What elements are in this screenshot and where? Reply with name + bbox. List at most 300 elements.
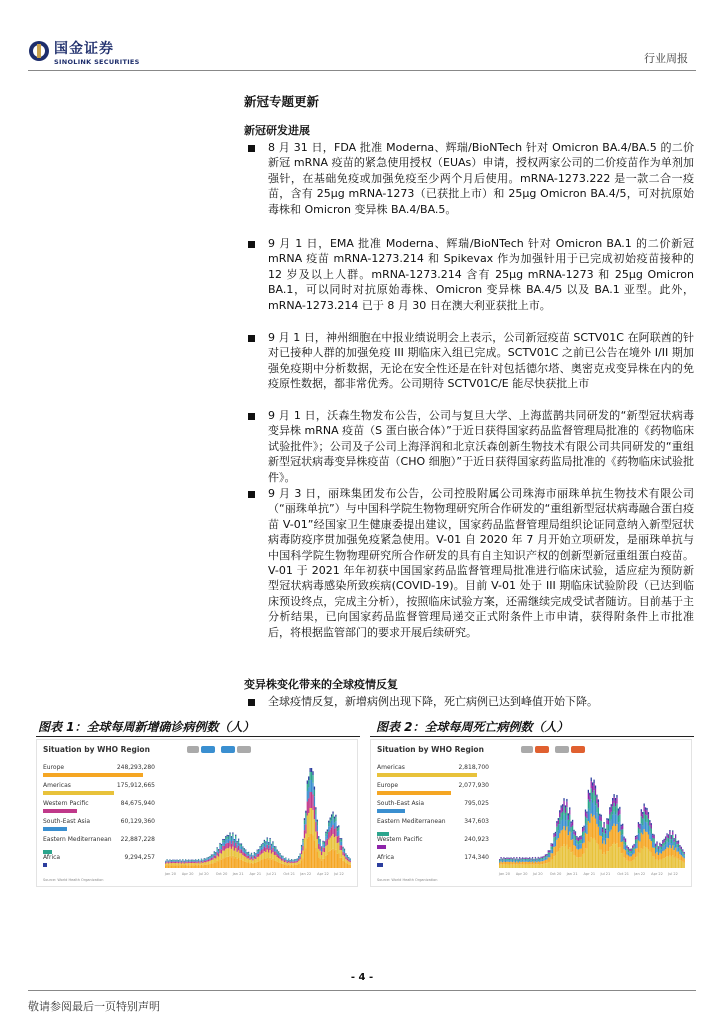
series-bar-segment <box>254 852 255 853</box>
region-bar <box>377 809 405 813</box>
series-bar-segment <box>539 865 540 868</box>
series-bar-segment <box>299 854 300 855</box>
series-bar-segment <box>628 848 629 850</box>
x-tick-label: Apr 21 <box>583 872 596 876</box>
series-bar-segment <box>287 863 288 865</box>
series-bar-segment <box>292 865 293 868</box>
series-bar-segment <box>545 854 546 855</box>
series-bar-segment <box>664 850 665 858</box>
series-bar-segment <box>546 856 547 858</box>
series-bar-segment <box>569 822 570 832</box>
subsection-title-2: 变异株变化带来的全球疫情反复 <box>244 678 398 691</box>
series-bar-segment <box>320 840 321 842</box>
series-bar-segment <box>215 854 216 856</box>
series-bar-segment <box>189 865 190 868</box>
series-bar-segment <box>332 814 333 819</box>
series-bar-segment <box>543 864 544 868</box>
series-bar-segment <box>636 839 637 843</box>
series-bar-segment <box>325 846 326 855</box>
series-bar-segment <box>345 863 346 868</box>
series-bar-segment <box>656 852 657 859</box>
series-bar-segment <box>302 851 303 859</box>
series-bar-segment <box>510 858 511 859</box>
series-bar-segment <box>242 855 243 861</box>
series-bar-segment <box>563 844 564 868</box>
series-bar-segment <box>201 861 202 863</box>
series-bar-segment <box>199 861 200 862</box>
series-bar-segment <box>262 844 263 846</box>
series-bar-segment <box>611 846 612 868</box>
series-bar-segment <box>335 836 336 850</box>
series-bar-segment <box>519 864 520 868</box>
series-bar-segment <box>287 860 288 861</box>
series-bar-segment <box>328 821 329 823</box>
series-bar-segment <box>613 812 614 824</box>
series-bar-segment <box>350 861 351 863</box>
series-bar-segment <box>307 784 308 791</box>
series-bar-segment <box>618 823 619 833</box>
series-bar-segment <box>255 853 256 854</box>
series-bar-segment <box>519 857 520 858</box>
series-bar-segment <box>623 844 624 849</box>
series-bar-segment <box>575 846 576 856</box>
region-name: Eastern Mediterranean <box>43 836 112 843</box>
series-bar-segment <box>214 852 215 853</box>
series-bar-segment <box>315 815 316 822</box>
series-bar-segment <box>332 834 333 849</box>
series-bar-segment <box>317 825 318 831</box>
series-bar-segment <box>629 849 630 850</box>
series-bar-segment <box>227 857 228 868</box>
series-bar-segment <box>294 861 295 862</box>
series-bar-segment <box>221 860 222 868</box>
toggle-daily-button[interactable] <box>521 746 533 753</box>
series-bar-segment <box>608 851 609 868</box>
series-bar-segment <box>609 822 610 832</box>
series-bar-segment <box>545 860 546 864</box>
series-bar-segment <box>551 849 552 853</box>
series-bar-segment <box>578 845 579 850</box>
region-value: 84,675,940 <box>120 800 155 807</box>
region-row[interactable] <box>377 854 489 880</box>
series-bar-segment <box>566 802 567 808</box>
series-bar-segment <box>503 861 504 864</box>
series-bar-segment <box>556 832 557 840</box>
series-bar-segment <box>681 855 682 861</box>
toggle-cases-button[interactable] <box>221 746 235 753</box>
series-bar-segment <box>566 845 567 868</box>
series-bar-segment <box>675 834 676 835</box>
series-bar-segment <box>178 865 179 868</box>
series-bar-segment <box>632 860 633 868</box>
series-bar-segment <box>553 833 554 834</box>
series-bar-segment <box>636 836 637 839</box>
series-bar-segment <box>241 860 242 868</box>
series-bar-segment <box>562 807 563 812</box>
series-bar-segment <box>552 860 553 868</box>
series-bar-segment <box>662 859 663 868</box>
figure-1-title: 图表 1：全球每周新增确诊病例数（人） <box>38 720 255 734</box>
series-bar-segment <box>247 863 248 868</box>
bullet-text: 全球疫情反复，新增病例出现下降，死亡病例已达到峰值开始下降。 <box>268 695 598 708</box>
series-bar-segment <box>204 859 205 860</box>
series-bar-segment <box>279 855 280 857</box>
series-bar-segment <box>209 861 210 864</box>
series-bar-segment <box>179 860 180 861</box>
series-bar-segment <box>320 858 321 868</box>
toggle-weekly-button[interactable] <box>201 746 215 753</box>
series-bar-segment <box>245 857 246 862</box>
series-bar-segment <box>506 862 507 865</box>
series-bar-segment <box>508 864 509 868</box>
series-bar-segment <box>242 849 243 852</box>
series-bar-segment <box>619 822 620 832</box>
series-bar-segment <box>505 860 506 862</box>
stacked-area-plot <box>165 762 351 868</box>
series-bar-segment <box>582 827 583 829</box>
series-bar-segment <box>500 860 501 862</box>
series-bar-segment <box>603 852 604 868</box>
x-tick-label: Jul 20 <box>198 872 209 876</box>
series-bar-segment <box>674 858 675 868</box>
series-bar-segment <box>235 857 236 868</box>
series-bar-segment <box>287 865 288 868</box>
series-bar-segment <box>195 860 196 861</box>
series-bar-segment <box>579 840 580 844</box>
series-bar-segment <box>666 847 667 856</box>
series-bar-segment <box>553 835 554 838</box>
series-bar-segment <box>350 860 351 861</box>
series-bar-segment <box>553 837 554 841</box>
series-bar-segment <box>310 768 311 772</box>
series-bar-segment <box>257 854 258 857</box>
x-tick-label: Jul 20 <box>532 872 543 876</box>
series-bar-segment <box>549 852 550 854</box>
series-bar-segment <box>248 852 249 853</box>
series-bar-segment <box>658 855 659 861</box>
series-bar-segment <box>247 853 248 854</box>
series-bar-segment <box>542 864 543 868</box>
series-bar-segment <box>188 860 189 861</box>
series-bar-segment <box>215 863 216 868</box>
series-bar-segment <box>609 832 610 848</box>
series-bar-segment <box>305 824 306 833</box>
series-bar-segment <box>211 856 212 858</box>
series-bar-segment <box>623 849 624 857</box>
series-bar-segment <box>635 836 636 837</box>
series-bar-segment <box>262 846 263 849</box>
series-bar-segment <box>331 850 332 868</box>
series-bar-segment <box>324 842 325 844</box>
series-bar-segment <box>311 792 312 808</box>
series-bar-segment <box>229 832 230 833</box>
series-bar-segment <box>208 857 209 858</box>
series-bar-segment <box>616 804 617 813</box>
series-bar-segment <box>500 861 501 864</box>
bullet-text: 9 月 1 日，EMA 批准 Moderna、辉瑞/BioNTech 针对 Omicron BA.1 的二价新冠 mRNA 疫苗 mRNA-1273.214 和 Spikevax 作为加强针用于已完成初始疫苗接种的 12 岁及以上人群。mRNA-1273.214 含有 25μg mRNA-1273 和 25μg Omicron BA.1，可以同时对抗原始毒株、Omicron 变异株 BA.4/5 以及 BA.1 亚型。此外，mRNA-1273.214 已于 8 月 30 日在澳大利亚获批上市。 <box>268 237 694 312</box>
toggle-weekly-button[interactable] <box>535 746 549 753</box>
series-bar-segment <box>299 859 300 863</box>
series-bar-segment <box>269 838 270 839</box>
series-bar-segment <box>217 848 218 850</box>
toggle-daily-button[interactable] <box>187 746 199 753</box>
series-bar-segment <box>242 846 243 847</box>
series-bar-segment <box>628 852 629 855</box>
series-bar-segment <box>522 860 523 862</box>
series-bar-segment <box>671 857 672 868</box>
x-tick-label: Jan 22 <box>300 872 312 876</box>
x-tick-label: Oct 20 <box>215 872 228 876</box>
series-bar-segment <box>204 861 205 863</box>
series-bar-segment <box>202 862 203 863</box>
series-bar-segment <box>528 858 529 859</box>
series-bar-segment <box>546 854 547 855</box>
series-bar-segment <box>658 852 659 855</box>
series-bar-segment <box>518 859 519 860</box>
series-bar-segment <box>596 824 597 843</box>
series-bar-segment <box>254 858 255 862</box>
series-bar-segment <box>241 853 242 859</box>
series-bar-segment <box>231 837 232 840</box>
region-row[interactable] <box>43 854 155 880</box>
series-bar-segment <box>578 850 579 858</box>
series-bar-segment <box>217 861 218 868</box>
series-bar-segment <box>552 853 553 859</box>
series-bar-segment <box>592 786 593 793</box>
series-bar-segment <box>576 849 577 857</box>
series-bar-segment <box>288 861 289 863</box>
series-bar-segment <box>645 832 646 848</box>
toggle-deaths-button[interactable] <box>571 746 585 753</box>
series-bar-segment <box>684 858 685 862</box>
series-bar-segment <box>601 815 602 817</box>
series-bar-segment <box>588 841 589 868</box>
series-bar-segment <box>234 858 235 868</box>
series-bar-segment <box>583 854 584 868</box>
series-bar-segment <box>272 859 273 868</box>
series-bar-segment <box>542 861 543 864</box>
series-bar-segment <box>619 807 620 809</box>
series-bar-segment <box>204 862 205 865</box>
series-bar-segment <box>602 827 603 829</box>
series-bar-segment <box>334 823 335 829</box>
series-bar-segment <box>327 831 328 834</box>
series-bar-segment <box>168 862 169 863</box>
series-bar-segment <box>622 834 623 841</box>
series-bar-segment <box>247 852 248 853</box>
series-bar-segment <box>308 776 309 780</box>
series-bar-segment <box>569 815 570 822</box>
series-bar-segment <box>221 850 222 854</box>
series-bar-segment <box>549 857 550 862</box>
series-bar-segment <box>538 864 539 868</box>
region-value: 174,340 <box>464 854 489 861</box>
series-bar-segment <box>623 837 624 838</box>
series-bar-segment <box>639 829 640 834</box>
series-bar-segment <box>609 810 610 815</box>
series-bar-segment <box>212 855 213 856</box>
series-bar-segment <box>304 824 305 830</box>
series-bar-segment <box>304 838 305 851</box>
series-bar-segment <box>325 856 326 868</box>
series-bar-segment <box>292 860 293 861</box>
series-bar-segment <box>255 855 256 857</box>
series-bar-segment <box>528 865 529 868</box>
series-bar-segment <box>277 852 278 854</box>
series-bar-segment <box>684 856 685 859</box>
x-tick-label: Oct 20 <box>549 872 562 876</box>
series-bar-segment <box>175 863 176 865</box>
series-bar-segment <box>510 864 511 868</box>
series-bar-segment <box>533 859 534 860</box>
series-bar-segment <box>304 851 305 868</box>
series-bar-segment <box>264 843 265 846</box>
series-bar-segment <box>682 854 683 857</box>
page-header <box>0 0 724 80</box>
series-bar-segment <box>526 862 527 865</box>
series-bar-segment <box>571 821 572 823</box>
series-bar-segment <box>318 857 319 868</box>
series-bar-segment <box>311 780 312 792</box>
series-bar-segment <box>662 847 663 851</box>
series-bar-segment <box>292 861 293 862</box>
series-bar-segment <box>542 857 543 858</box>
series-bar-segment <box>615 826 616 844</box>
series-bar-segment <box>562 812 563 820</box>
series-bar-segment <box>602 837 603 844</box>
series-bar-segment <box>551 853 552 859</box>
series-bar-segment <box>344 853 345 856</box>
series-bar-segment <box>198 861 199 862</box>
series-bar-segment <box>668 857 669 868</box>
series-bar-segment <box>184 861 185 862</box>
series-bar-segment <box>602 829 603 832</box>
series-bar-segment <box>631 853 632 856</box>
series-bar-segment <box>635 849 636 857</box>
series-bar-segment <box>658 849 659 852</box>
series-bar-segment <box>268 848 269 852</box>
series-bar-segment <box>184 862 185 863</box>
series-bar-segment <box>593 783 594 790</box>
series-bar-segment <box>583 827 584 830</box>
series-bar-segment <box>322 842 323 844</box>
series-bar-segment <box>596 803 597 812</box>
series-bar-segment <box>533 861 534 862</box>
series-bar-segment <box>205 859 206 860</box>
series-bar-segment <box>285 864 286 868</box>
series-bar-segment <box>188 861 189 862</box>
bullet-square-icon <box>248 241 255 248</box>
series-bar-segment <box>559 810 560 812</box>
series-bar-segment <box>225 844 226 849</box>
series-bar-segment <box>576 836 577 837</box>
series-bar-segment <box>348 861 349 864</box>
x-tick-label: Jul 21 <box>266 872 277 876</box>
series-bar-segment <box>332 812 333 814</box>
series-bar-segment <box>616 795 617 798</box>
series-bar-segment <box>304 818 305 820</box>
series-bar-segment <box>289 861 290 862</box>
series-bar-segment <box>194 862 195 863</box>
series-bar-segment <box>568 820 569 827</box>
series-bar-segment <box>666 837 667 841</box>
series-bar-segment <box>661 850 662 854</box>
series-bar-segment <box>335 828 336 837</box>
series-bar-segment <box>672 830 673 832</box>
series-bar-segment <box>302 858 303 868</box>
series-bar-segment <box>251 853 252 854</box>
series-bar-segment <box>176 860 177 861</box>
series-bar-segment <box>340 839 341 841</box>
toggle-deaths-button[interactable] <box>237 746 251 753</box>
series-bar-segment <box>301 846 302 848</box>
series-bar-segment <box>662 844 663 847</box>
series-bar-segment <box>651 823 652 825</box>
toggle-cases-button[interactable] <box>555 746 569 753</box>
series-bar-segment <box>658 861 659 868</box>
series-bar-segment <box>684 853 685 854</box>
series-bar-segment <box>595 789 596 796</box>
series-bar-segment <box>525 862 526 865</box>
series-bar-segment <box>661 845 662 847</box>
series-bar-segment <box>649 852 650 868</box>
series-bar-segment <box>211 858 212 860</box>
series-bar-segment <box>315 810 316 815</box>
series-bar-segment <box>579 849 580 857</box>
series-bar-segment <box>563 807 564 815</box>
series-bar-segment <box>318 836 319 837</box>
series-bar-segment <box>237 842 238 844</box>
series-bar-segment <box>172 861 173 862</box>
x-tick-label: Oct 21 <box>617 872 629 876</box>
series-bar-segment <box>519 860 520 862</box>
series-bar-segment <box>332 818 333 825</box>
series-bar-segment <box>198 863 199 865</box>
series-bar-segment <box>679 846 680 848</box>
series-bar-segment <box>175 862 176 863</box>
series-bar-segment <box>682 862 683 868</box>
series-bar-segment <box>188 863 189 865</box>
series-bar-segment <box>315 832 316 848</box>
series-bar-segment <box>540 864 541 868</box>
series-bar-segment <box>188 860 189 861</box>
series-bar-segment <box>169 860 170 861</box>
series-bar-segment <box>248 854 249 856</box>
series-bar-segment <box>575 831 576 832</box>
series-bar-segment <box>626 845 627 846</box>
series-bar-segment <box>598 799 599 802</box>
series-bar-segment <box>331 827 332 836</box>
series-bar-segment <box>656 845 657 848</box>
series-bar-segment <box>278 862 279 868</box>
series-bar-segment <box>651 853 652 868</box>
series-bar-segment <box>599 814 600 816</box>
series-bar-segment <box>593 790 594 801</box>
series-bar-segment <box>538 858 539 859</box>
series-bar-segment <box>227 848 228 857</box>
series-bar-segment <box>666 835 667 838</box>
series-bar-segment <box>342 855 343 861</box>
series-bar-segment <box>222 842 223 845</box>
series-bar-segment <box>325 836 326 840</box>
series-bar-segment <box>592 782 593 785</box>
series-bar-segment <box>281 864 282 868</box>
series-bar-segment <box>347 860 348 863</box>
series-bar-segment <box>272 845 273 848</box>
series-bar-segment <box>671 843 672 848</box>
series-bar-segment <box>171 862 172 863</box>
series-bar-segment <box>659 853 660 860</box>
